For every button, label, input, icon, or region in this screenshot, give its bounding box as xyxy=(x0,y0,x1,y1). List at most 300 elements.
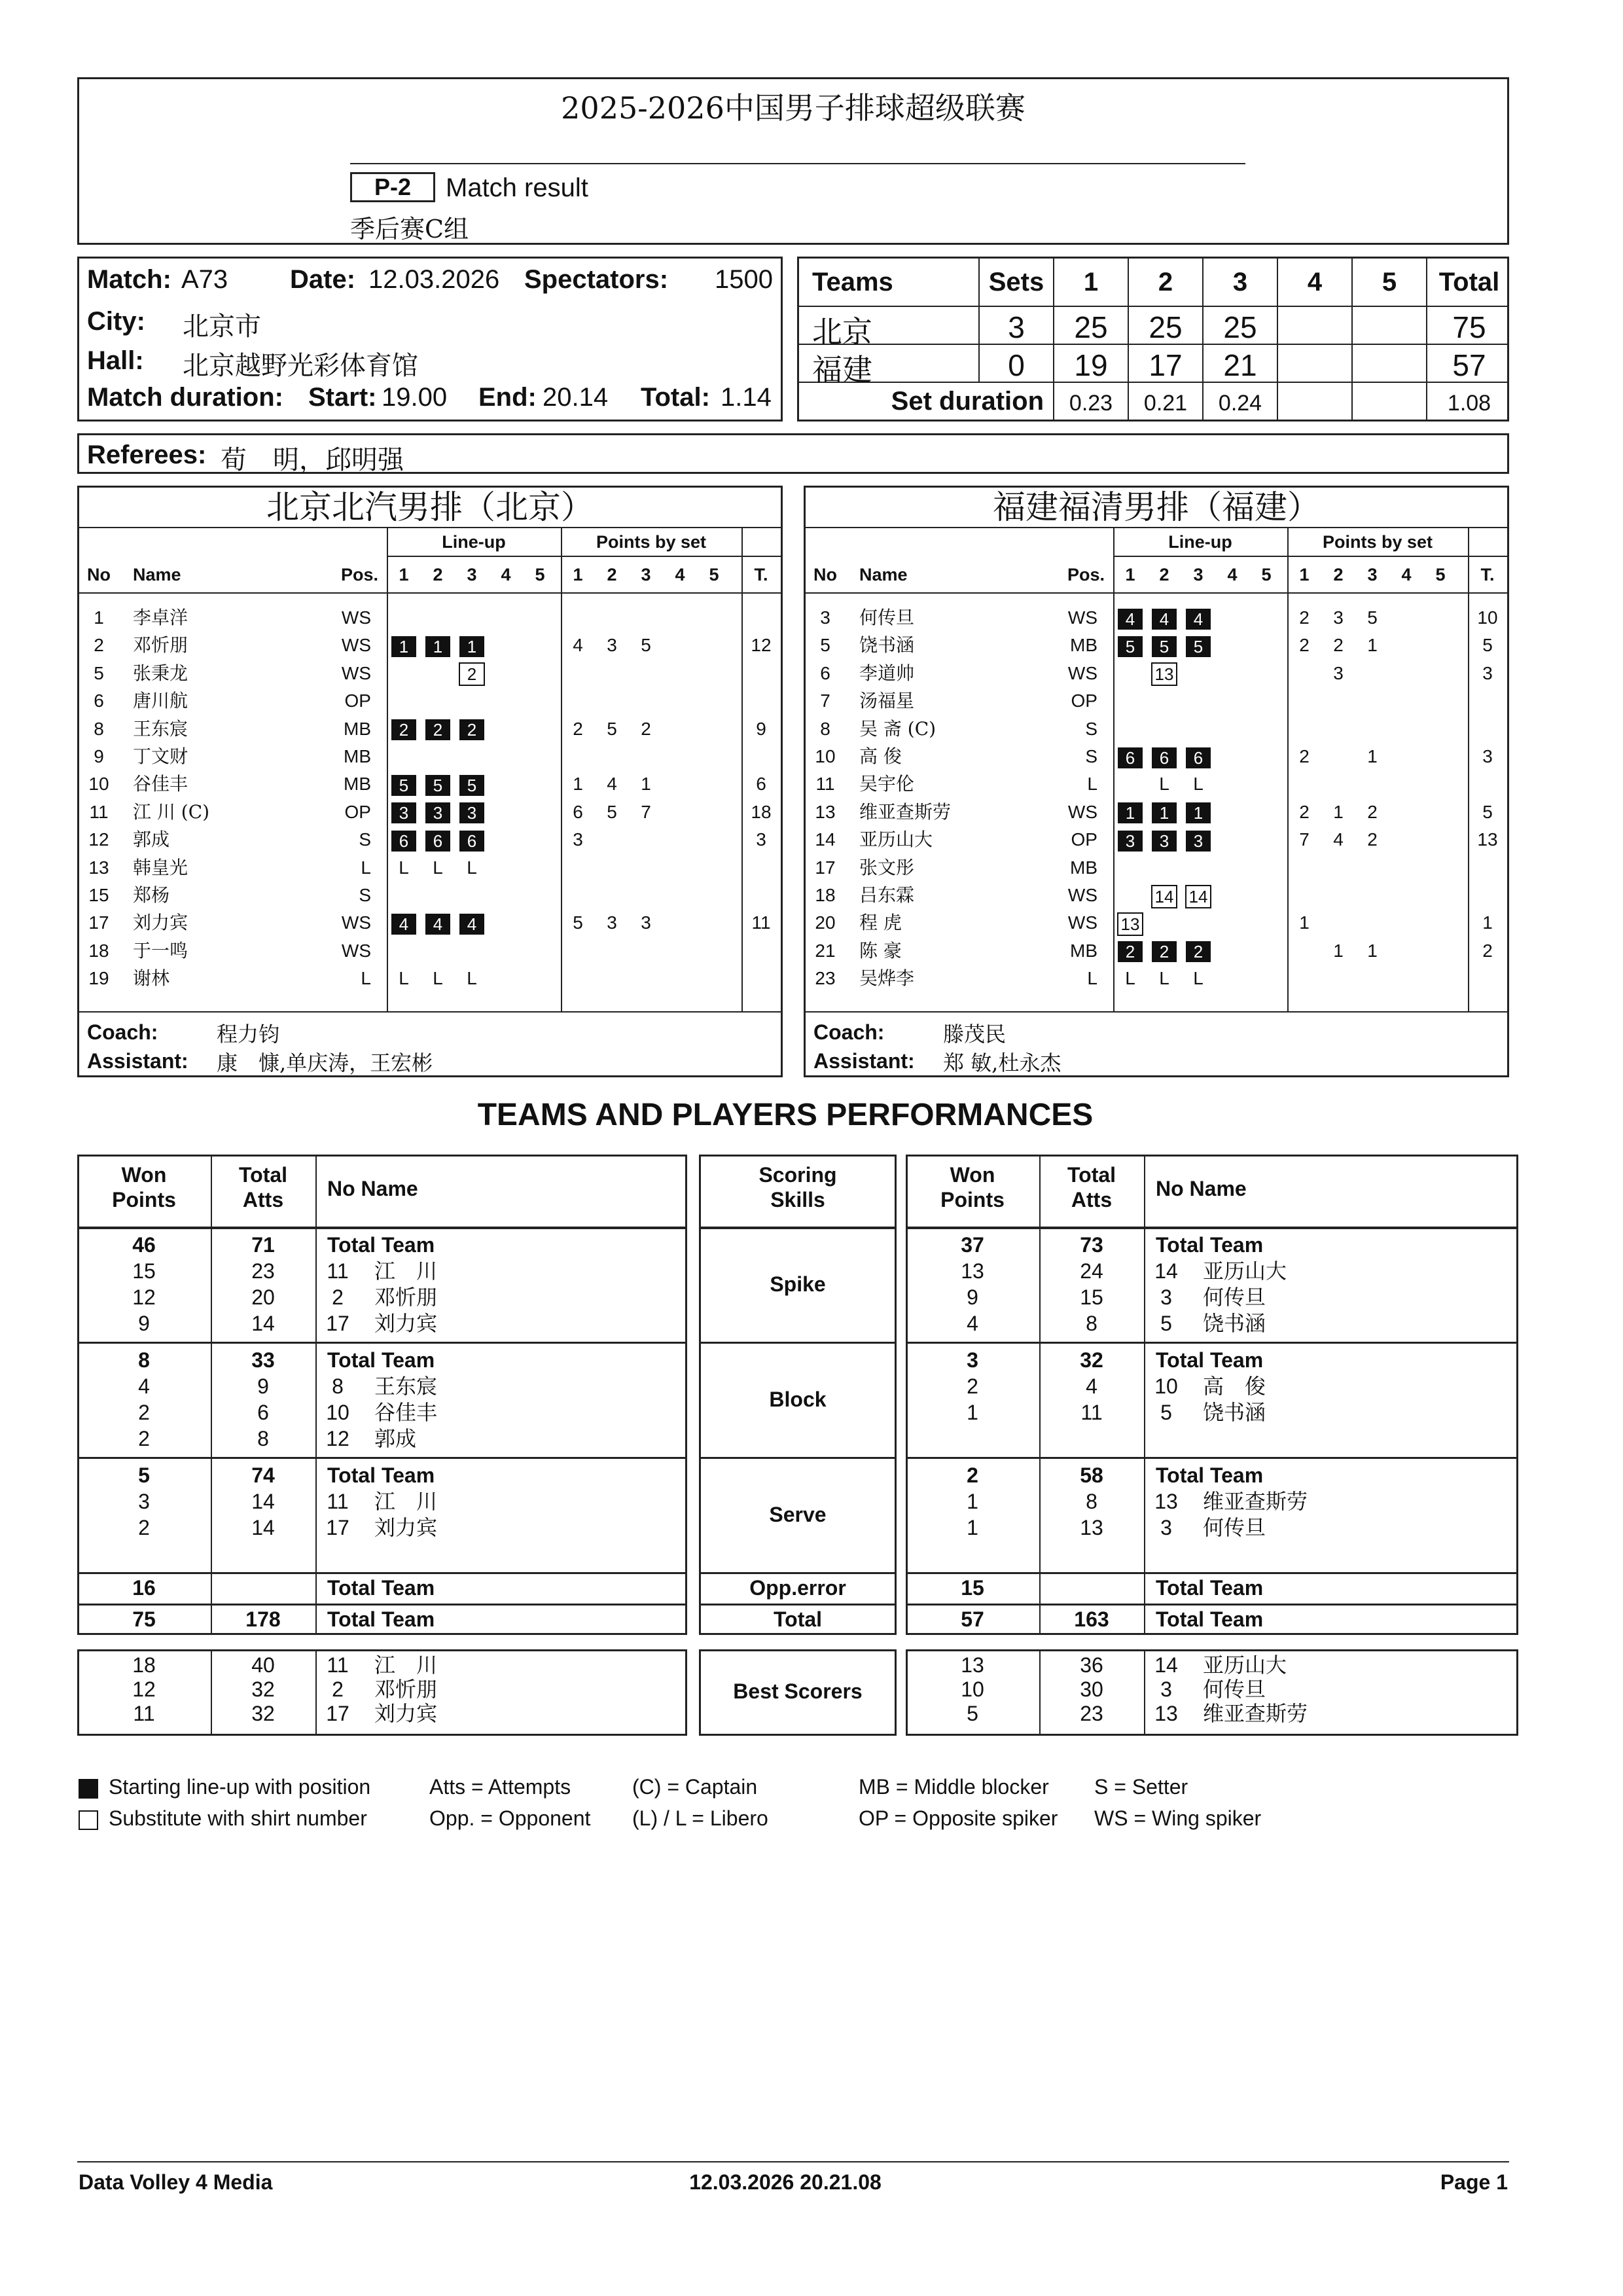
set-points: 2 xyxy=(1299,746,1310,766)
lineup-set-5-header: 5 xyxy=(1261,565,1272,584)
total-attempts: 74 xyxy=(251,1463,275,1487)
player-number: 9 xyxy=(94,746,104,766)
lineup-set-3-header: 3 xyxy=(467,565,477,584)
player-name: 维亚查斯劳 xyxy=(1203,1489,1308,1514)
set-points: 1 xyxy=(1333,940,1344,961)
substitute-badge: 14 xyxy=(1185,885,1211,908)
libero-mark: L xyxy=(399,968,409,989)
total-attempts: 24 xyxy=(1080,1259,1103,1283)
player-name: 亚历山大 xyxy=(1203,1259,1287,1283)
player-name: 何传旦 xyxy=(1203,1515,1266,1540)
player-total-points: 3 xyxy=(756,829,766,850)
libero-mark: L xyxy=(1159,968,1169,989)
col-pos-header: Pos. xyxy=(341,565,379,584)
home-grand-total-won: 75 xyxy=(132,1607,156,1631)
player-number: 1 xyxy=(94,607,104,628)
starting-position-badge: 2 xyxy=(425,719,450,740)
won-points: 3 xyxy=(967,1348,978,1372)
player-name: 谢林 xyxy=(133,967,170,990)
away-opp-error-label: Total Team xyxy=(1156,1576,1264,1600)
city-label: City: xyxy=(87,307,145,336)
skill-label: Block xyxy=(769,1388,827,1411)
legend-libero: (L) / L = Libero xyxy=(632,1806,768,1830)
player-total-points: 11 xyxy=(751,912,771,933)
set-points: 1 xyxy=(1333,801,1344,822)
player-number: 2 xyxy=(94,635,104,656)
total-attempts: 4 xyxy=(1086,1374,1097,1398)
lineup-header: Line-up xyxy=(442,532,506,552)
starting-position-badge: 3 xyxy=(459,802,484,823)
legend-sub-swatch xyxy=(79,1810,98,1830)
atts-header-line2: Atts xyxy=(1071,1188,1113,1211)
lineup-set-5-header: 5 xyxy=(535,565,545,584)
lineup-set-4-header: 4 xyxy=(1227,565,1238,584)
player-name: 张文彤 xyxy=(859,856,915,878)
points-set-5-header: 5 xyxy=(1435,565,1446,584)
team-name: 福建福清男排（福建） xyxy=(993,488,1320,526)
best-won-points: 12 xyxy=(132,1677,156,1701)
player-position: OP xyxy=(1071,829,1097,850)
player-position: WS xyxy=(1067,662,1097,683)
set-points: 4 xyxy=(607,774,617,795)
libero-mark: L xyxy=(1125,968,1135,989)
score-home-set1: 25 xyxy=(1074,310,1108,344)
starting-position-badge: 1 xyxy=(1152,802,1177,823)
col-pos-header: Pos. xyxy=(1067,565,1105,584)
player-position: WS xyxy=(341,607,371,628)
away-grand-total-won: 57 xyxy=(961,1607,984,1631)
perf-row-rule xyxy=(77,1457,687,1459)
legend-atts: Atts = Attempts xyxy=(429,1775,571,1799)
substitute-badge: 2 xyxy=(459,662,485,686)
player-number: 8 xyxy=(94,718,104,739)
phase-label: 季后赛C组 xyxy=(350,215,469,243)
set-points: 4 xyxy=(573,635,583,656)
best-player-name: 刘力宾 xyxy=(374,1701,438,1726)
total-attempts: 11 xyxy=(1080,1401,1103,1424)
player-name: 李道帅 xyxy=(859,662,915,684)
won-points: 4 xyxy=(967,1312,978,1335)
starting-position-badge: 5 xyxy=(1186,636,1211,657)
best-player-number: 14 xyxy=(1154,1653,1178,1677)
points-set-3-header: 3 xyxy=(641,565,651,584)
total-attempts: 15 xyxy=(1080,1285,1103,1309)
legend-start-swatch xyxy=(79,1779,98,1799)
won-points: 8 xyxy=(138,1348,150,1372)
player-total-points: 12 xyxy=(751,635,772,656)
player-number: 11 xyxy=(815,774,835,795)
team-total-label: Total Team xyxy=(327,1233,435,1257)
player-position: S xyxy=(359,829,371,850)
away-grand-total-atts: 163 xyxy=(1074,1607,1109,1631)
score-away-sets: 0 xyxy=(1008,348,1025,382)
footer-page: Page 1 xyxy=(1440,2170,1508,2194)
team-total-label: Total Team xyxy=(1156,1348,1264,1372)
set-points: 3 xyxy=(607,635,617,656)
referees-label: Referees: xyxy=(87,440,207,469)
away-opp-error-won: 15 xyxy=(961,1576,984,1600)
player-total-points: 10 xyxy=(1477,607,1498,628)
player-number: 17 xyxy=(326,1516,349,1539)
col-name-header: Name xyxy=(133,565,181,584)
player-position: S xyxy=(359,885,371,905)
set-points: 1 xyxy=(573,774,583,795)
player-name: 高 俊 xyxy=(1203,1374,1266,1399)
best-attempts: 30 xyxy=(1080,1677,1103,1701)
player-name: 吕东霖 xyxy=(859,884,915,906)
best-player-name: 维亚查斯劳 xyxy=(1203,1701,1308,1726)
perf-row-rule xyxy=(77,1342,687,1344)
player-number: 15 xyxy=(88,885,109,905)
player-name: 维亚查斯劳 xyxy=(859,800,952,823)
player-name: 郭成 xyxy=(133,829,170,851)
match-number: A73 xyxy=(181,265,228,294)
total-attempts: 8 xyxy=(1086,1490,1097,1513)
starting-position-badge: 3 xyxy=(1186,831,1211,852)
total-attempts: 14 xyxy=(251,1312,275,1335)
end-time: 20.14 xyxy=(543,383,609,412)
player-total-points: 6 xyxy=(756,774,766,795)
player-position: MB xyxy=(344,774,371,795)
best-player-number: 17 xyxy=(326,1702,349,1725)
best-player-number: 11 xyxy=(327,1653,349,1677)
player-number: 12 xyxy=(326,1427,349,1450)
total-attempts: 14 xyxy=(251,1516,275,1539)
away-best-atts-rule xyxy=(1144,1649,1145,1736)
legend-substitute: Substitute with shirt number xyxy=(109,1806,367,1830)
starting-position-badge: 3 xyxy=(391,802,416,823)
player-number: 11 xyxy=(89,801,109,822)
player-number: 10 xyxy=(326,1401,349,1424)
player-number: 13 xyxy=(815,801,836,822)
starting-position-badge: 4 xyxy=(1118,609,1143,630)
score-away-total: 57 xyxy=(1452,348,1486,382)
total-label: Total xyxy=(773,1607,823,1631)
player-position: L xyxy=(361,857,371,878)
perf-row-rule xyxy=(699,1457,897,1459)
total-attempts: 73 xyxy=(1080,1233,1103,1257)
col-name-header: Name xyxy=(859,565,908,584)
set-points: 2 xyxy=(1367,801,1378,822)
set-points: 4 xyxy=(1333,829,1344,850)
libero-mark: L xyxy=(467,857,477,878)
away-grand-total-label: Total Team xyxy=(1156,1607,1264,1631)
best-won-points: 13 xyxy=(961,1653,984,1677)
team-total-label: Total Team xyxy=(327,1348,435,1372)
legend-captain: (C) = Captain xyxy=(632,1775,758,1799)
starting-position-badge: 6 xyxy=(425,831,450,852)
player-number: 11 xyxy=(327,1259,349,1283)
points-set-1-header: 1 xyxy=(1299,565,1310,584)
won-points: 9 xyxy=(967,1285,978,1309)
starting-position-badge: 2 xyxy=(1152,941,1177,962)
set-duration-label: Set duration xyxy=(891,387,1044,416)
player-total-points: 13 xyxy=(1477,829,1498,850)
won-points: 3 xyxy=(138,1490,150,1513)
home-grand-total-label: Total Team xyxy=(327,1607,435,1631)
player-number: 18 xyxy=(88,940,109,961)
libero-mark: L xyxy=(1193,968,1204,989)
player-name: 江 川 xyxy=(374,1259,438,1283)
won-points: 12 xyxy=(132,1285,156,1309)
skills-header-line1: Scoring xyxy=(758,1163,837,1187)
player-name: 郭成 xyxy=(374,1426,417,1451)
set-points: 3 xyxy=(641,912,651,933)
points-set-4-header: 4 xyxy=(675,565,685,584)
coach-name: 程力钧 xyxy=(217,1022,280,1047)
won-points: 1 xyxy=(967,1401,978,1424)
set-points: 7 xyxy=(1299,829,1310,850)
set-points: 2 xyxy=(1299,635,1310,656)
player-position: MB xyxy=(1070,940,1097,961)
starting-position-badge: 6 xyxy=(1186,747,1211,768)
player-name: 吴烨李 xyxy=(859,967,915,990)
starting-position-badge: 5 xyxy=(1118,636,1143,657)
player-total-points: 3 xyxy=(1482,746,1493,766)
set-points: 2 xyxy=(1333,635,1344,656)
score-header-total: Total xyxy=(1438,268,1500,296)
start-time: 19.00 xyxy=(382,383,448,412)
player-number: 2 xyxy=(332,1285,344,1309)
starting-position-badge: 1 xyxy=(391,636,416,657)
skill-label: Spike xyxy=(770,1272,826,1296)
starting-position-badge: 5 xyxy=(459,775,484,796)
performance-title: TEAMS AND PLAYERS PERFORMANCES xyxy=(477,1098,1094,1132)
footer-software: Data Volley 4 Media xyxy=(79,2170,273,2194)
set-points: 2 xyxy=(641,718,651,739)
duration-label: Match duration: xyxy=(87,383,283,412)
set-points: 2 xyxy=(1299,801,1310,822)
starting-position-badge: 6 xyxy=(1118,747,1143,768)
best-player-number: 3 xyxy=(1160,1677,1172,1701)
best-won-points: 18 xyxy=(132,1653,156,1677)
player-position: L xyxy=(361,968,371,989)
player-position: OP xyxy=(344,691,371,711)
best-player-number: 2 xyxy=(332,1677,344,1701)
perf-row-rule xyxy=(699,1572,897,1574)
starting-position-badge: 5 xyxy=(1152,636,1177,657)
atts-header-line2: Atts xyxy=(242,1188,284,1211)
total-attempts: 9 xyxy=(257,1374,269,1398)
player-name: 于一鸣 xyxy=(133,939,188,961)
won-points: 4 xyxy=(138,1374,150,1398)
assistant-names: 康 慷,单庆涛，王宏彬 xyxy=(217,1050,433,1075)
player-number: 14 xyxy=(815,829,836,850)
points-set-3-header: 3 xyxy=(1367,565,1378,584)
libero-mark: L xyxy=(467,968,477,989)
set-points: 1 xyxy=(1299,912,1310,933)
points-by-set-header: Points by set xyxy=(596,532,707,552)
lineup-set-1-header: 1 xyxy=(1125,565,1135,584)
starting-position-badge: 4 xyxy=(391,914,416,935)
start-label: Start: xyxy=(308,383,377,412)
player-name: 王东宸 xyxy=(133,717,188,740)
starting-position-badge: 6 xyxy=(1152,747,1177,768)
won-points: 5 xyxy=(138,1463,150,1487)
player-position: WS xyxy=(1067,885,1097,905)
won-header-line2: Points xyxy=(940,1188,1005,1211)
won-points: 15 xyxy=(132,1259,156,1283)
player-position: WS xyxy=(341,912,371,933)
points-by-set-header: Points by set xyxy=(1322,532,1433,552)
starting-position-badge: 6 xyxy=(459,831,484,852)
home-grand-total-atts: 178 xyxy=(245,1607,281,1631)
perf-row-rule xyxy=(699,1227,897,1229)
player-position: WS xyxy=(1067,607,1097,628)
score-home-set3: 25 xyxy=(1223,310,1257,344)
player-name: 亚历山大 xyxy=(859,829,933,851)
player-total-points: 18 xyxy=(751,801,772,822)
player-number: 8 xyxy=(820,718,830,739)
score-away-team: 福建 xyxy=(812,352,872,387)
score-header-set3: 3 xyxy=(1232,268,1248,296)
perf-row-rule xyxy=(77,1572,687,1574)
hall-label: Hall: xyxy=(87,346,144,375)
player-name: 谷佳丰 xyxy=(374,1400,438,1425)
score-header-set1: 1 xyxy=(1083,268,1099,296)
perf-row-rule xyxy=(77,1604,687,1605)
starting-position-badge: 3 xyxy=(1118,831,1143,852)
match-date: 12.03.2026 xyxy=(368,265,500,294)
player-number: 23 xyxy=(815,968,836,989)
player-name: 何传旦 xyxy=(859,607,915,628)
lineup-set-2-header: 2 xyxy=(433,565,443,584)
player-number: 7 xyxy=(820,691,830,711)
perf-row-rule xyxy=(906,1342,1518,1344)
set-points: 5 xyxy=(607,718,617,739)
won-points: 13 xyxy=(961,1259,984,1283)
doc-type: Match result xyxy=(446,173,588,202)
spectators-label: Spectators: xyxy=(524,265,669,294)
libero-mark: L xyxy=(433,857,443,878)
best-player-name: 何传旦 xyxy=(1203,1677,1266,1702)
set-points: 1 xyxy=(1367,746,1378,766)
set-points: 5 xyxy=(607,801,617,822)
substitute-badge: 13 xyxy=(1117,912,1143,936)
score-header-teams: Teams xyxy=(812,268,893,296)
spectators-count: 1500 xyxy=(715,265,773,294)
set1-duration: 0.23 xyxy=(1069,391,1113,416)
score-home-total: 75 xyxy=(1452,310,1486,344)
player-name: 饶书涵 xyxy=(1203,1400,1266,1425)
set-points: 2 xyxy=(573,718,583,739)
assistant-names: 郑 敏,杜永杰 xyxy=(943,1050,1061,1075)
set-points: 6 xyxy=(573,801,583,822)
away-name-header: No Name xyxy=(1156,1177,1247,1200)
player-position: MB xyxy=(1070,635,1097,656)
total-duration: 1.08 xyxy=(1447,391,1491,416)
perf-row-rule xyxy=(699,1604,897,1605)
player-position: L xyxy=(1087,774,1097,795)
perf-row-rule xyxy=(906,1572,1518,1574)
player-number: 6 xyxy=(820,662,830,683)
home-opp-error-won: 16 xyxy=(132,1576,156,1600)
footer-rule xyxy=(77,2161,1509,2162)
set-points: 5 xyxy=(641,635,651,656)
col-no-header: No xyxy=(813,565,837,584)
perf-row-rule xyxy=(699,1342,897,1344)
player-number: 11 xyxy=(327,1490,349,1513)
legend-s: S = Setter xyxy=(1094,1775,1188,1799)
player-name: 饶书涵 xyxy=(1203,1311,1266,1336)
best-attempts: 23 xyxy=(1080,1702,1103,1725)
player-position: MB xyxy=(344,746,371,766)
player-position: S xyxy=(1085,718,1097,739)
set-points: 5 xyxy=(573,912,583,933)
lineup-set-3-header: 3 xyxy=(1193,565,1204,584)
player-total-points: 9 xyxy=(756,718,766,739)
lineup-header: Line-up xyxy=(1168,532,1232,552)
best-won-points: 10 xyxy=(961,1677,984,1701)
player-total-points: 1 xyxy=(1482,912,1493,933)
total-attempts: 6 xyxy=(257,1401,269,1424)
hall-value: 北京越野光彩体育馆 xyxy=(183,351,418,381)
skills-header xyxy=(699,1162,897,1212)
legend-op: OP = Opposite spiker xyxy=(859,1806,1058,1830)
col-total-header: T. xyxy=(754,565,768,584)
won-points: 2 xyxy=(138,1427,150,1450)
player-position: OP xyxy=(344,801,371,822)
starting-position-badge: 4 xyxy=(425,914,450,935)
referees-names: 荀 明，邱明强 xyxy=(221,445,404,475)
set-points: 7 xyxy=(641,801,651,822)
won-points: 46 xyxy=(132,1233,156,1257)
city-value: 北京市 xyxy=(183,312,261,342)
total-attempts: 13 xyxy=(1080,1516,1103,1539)
home-best-atts-rule xyxy=(315,1649,317,1736)
starting-position-badge: 1 xyxy=(1186,802,1211,823)
best-player-name: 亚历山大 xyxy=(1203,1653,1287,1677)
best-attempts: 32 xyxy=(251,1702,275,1725)
player-position: OP xyxy=(1071,691,1097,711)
libero-mark: L xyxy=(433,968,443,989)
lineup-set-2-header: 2 xyxy=(1159,565,1169,584)
total-label: Total: xyxy=(641,383,710,412)
player-name: 江 川 xyxy=(374,1489,438,1514)
player-total-points: 5 xyxy=(1482,801,1493,822)
player-number: 10 xyxy=(815,746,836,766)
score-header-set5: 5 xyxy=(1382,268,1397,296)
player-name: 王东宸 xyxy=(374,1374,438,1399)
player-number: 12 xyxy=(88,829,109,850)
team-name: 北京北汽男排（北京） xyxy=(266,488,594,526)
player-number: 5 xyxy=(1160,1401,1172,1424)
starting-position-badge: 4 xyxy=(1186,609,1211,630)
total-attempts: 23 xyxy=(251,1259,275,1283)
player-number: 18 xyxy=(815,885,836,905)
player-name: 江 川 (C) xyxy=(133,800,210,823)
player-number: 3 xyxy=(1160,1516,1172,1539)
player-position: WS xyxy=(1067,801,1097,822)
starting-position-badge: 5 xyxy=(391,775,416,796)
best-player-name: 江 川 xyxy=(374,1653,438,1677)
won-header-line1: Won xyxy=(121,1163,167,1187)
set-points: 3 xyxy=(607,912,617,933)
player-number: 17 xyxy=(326,1312,349,1335)
legend-opp: Opp. = Opponent xyxy=(429,1806,591,1830)
player-position: L xyxy=(1087,968,1097,989)
total-attempts: 20 xyxy=(251,1285,275,1309)
points-set-5-header: 5 xyxy=(709,565,719,584)
set3-duration: 0.24 xyxy=(1218,391,1262,416)
points-set-4-header: 4 xyxy=(1401,565,1412,584)
player-name: 吴宇伦 xyxy=(859,773,915,795)
footer-timestamp: 12.03.2026 20.21.08 xyxy=(689,2170,882,2194)
legend-ws: WS = Wing spiker xyxy=(1094,1806,1262,1830)
player-name: 刘力宾 xyxy=(133,912,188,934)
set-points: 2 xyxy=(1299,607,1310,628)
starting-position-badge: 2 xyxy=(391,719,416,740)
